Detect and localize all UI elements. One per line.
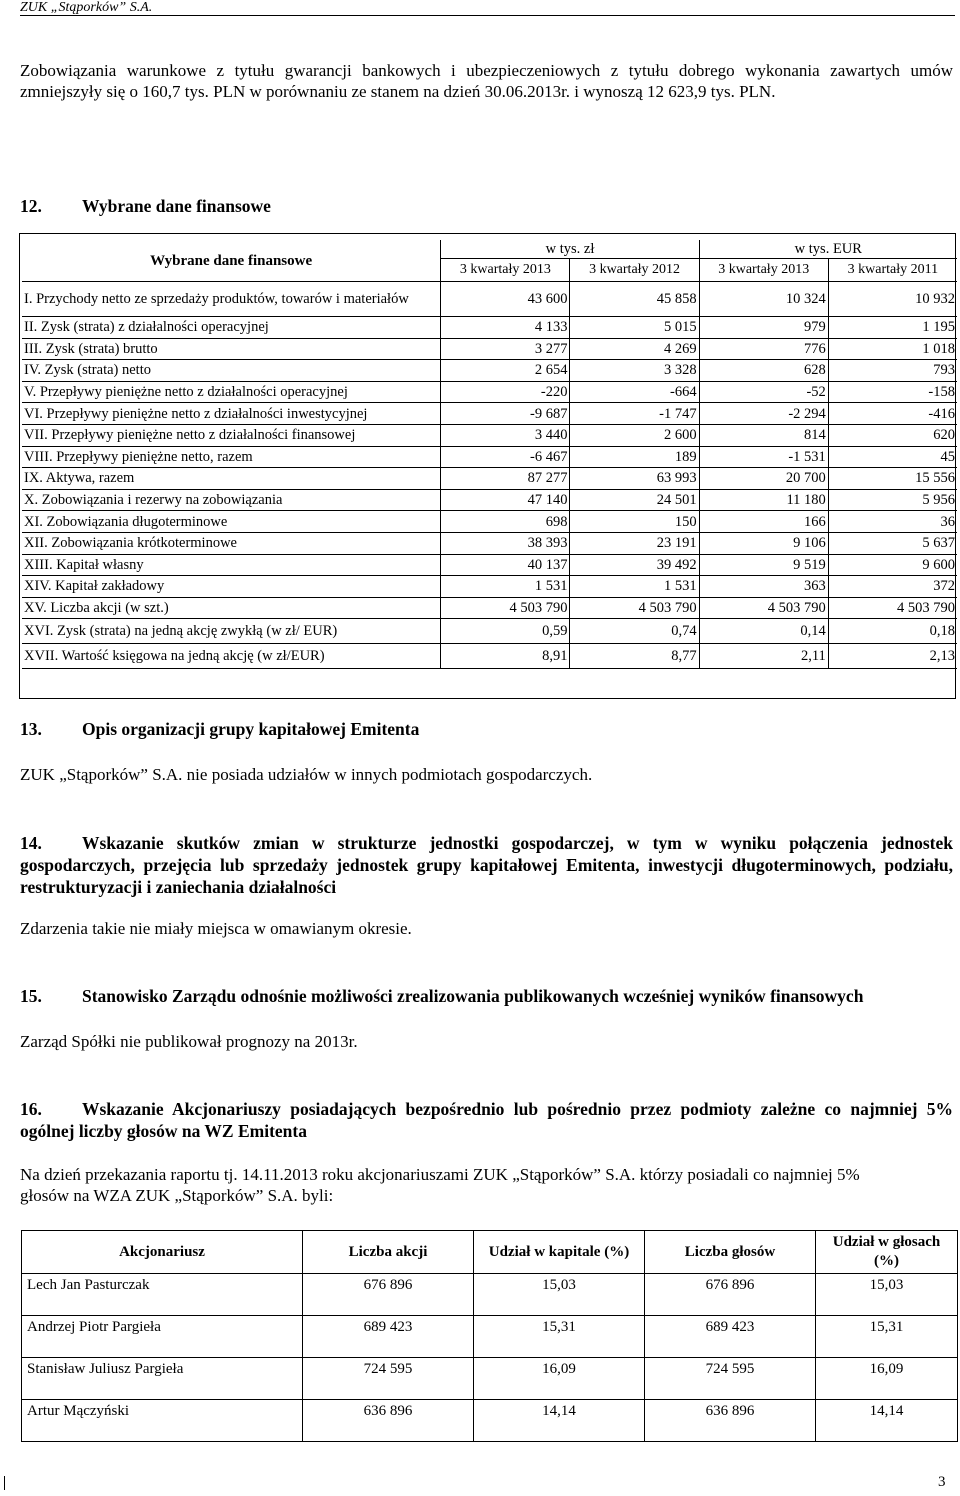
- row-value: -2 294: [699, 403, 828, 425]
- row-value: 43 600: [441, 282, 570, 317]
- row-value: 0,74: [570, 619, 699, 644]
- row-value: 4 503 790: [699, 597, 828, 619]
- period-header: 3 kwartały 2013: [699, 259, 828, 282]
- table-row: [22, 468, 957, 490]
- row-value: 9 519: [699, 554, 828, 576]
- row-value: 2,11: [699, 644, 828, 669]
- row-value: 8,77: [570, 644, 699, 669]
- unit-eur: w tys. EUR: [699, 240, 957, 259]
- row-label: VII. Przepływy pieniężne netto z działalności finansowej: [22, 424, 441, 446]
- row-value: 47 140: [441, 489, 570, 511]
- unit-pln: w tys. zł: [441, 240, 699, 259]
- shareholders-table: [21, 1230, 958, 1442]
- row-value: 39 492: [570, 554, 699, 576]
- row-value: 2,13: [828, 644, 957, 669]
- table-row: [22, 554, 957, 576]
- section-16-heading: [20, 1098, 953, 1142]
- section-number: 13.: [20, 719, 42, 739]
- row-value: 150: [570, 511, 699, 533]
- row-value: 814: [699, 424, 828, 446]
- row-label: II. Zysk (strata) z działalności operacyjnej: [22, 317, 441, 339]
- column-header: Akcjonariusz: [22, 1231, 303, 1274]
- page-number: 3: [938, 1474, 946, 1490]
- row-value: 87 277: [441, 468, 570, 490]
- table-row: [22, 576, 957, 598]
- cell-value: 15,31: [474, 1316, 645, 1358]
- row-value: -664: [570, 381, 699, 403]
- row-value: 3 440: [441, 424, 570, 446]
- row-label: XIV. Kapitał zakładowy: [22, 576, 441, 598]
- table-row: [22, 619, 957, 644]
- table-header-row: [22, 240, 957, 259]
- row-value: 40 137: [441, 554, 570, 576]
- row-value: 38 393: [441, 532, 570, 554]
- row-value: 9 106: [699, 532, 828, 554]
- cell-value: 676 896: [303, 1274, 474, 1316]
- table-row: [22, 381, 957, 403]
- cell-value: 636 896: [303, 1400, 474, 1442]
- cell-value: 15,03: [474, 1274, 645, 1316]
- row-value: -1 747: [570, 403, 699, 425]
- table-header-row: [22, 1231, 958, 1274]
- section-title: Opis organizacji grupy kapitałowej Emitenta: [82, 719, 420, 739]
- section-15-heading: [20, 986, 960, 1007]
- period-header: 3 kwartały 2012: [570, 259, 699, 282]
- text-cursor: [4, 1476, 5, 1490]
- row-value: -9 687: [441, 403, 570, 425]
- column-header: Liczba akcji: [303, 1231, 474, 1274]
- column-header: Udział w głosach (%): [816, 1231, 958, 1274]
- period-header: 3 kwartały 2011: [828, 259, 957, 282]
- row-value: 0,18: [828, 619, 957, 644]
- row-value: 0,59: [441, 619, 570, 644]
- row-value: 36: [828, 511, 957, 533]
- row-value: 4 503 790: [828, 597, 957, 619]
- row-value: 3 277: [441, 338, 570, 360]
- table-row: [22, 511, 957, 533]
- row-label: XV. Liczba akcji (w szt.): [22, 597, 441, 619]
- row-label: XI. Zobowiązania długoterminowe: [22, 511, 441, 533]
- section-15-text: Zarząd Spółki nie publikował prognozy na 2013r.: [20, 1032, 358, 1051]
- section-number: 14.: [20, 833, 42, 853]
- table-row: [22, 489, 957, 511]
- row-value: 45: [828, 446, 957, 468]
- row-value: 20 700: [699, 468, 828, 490]
- section-title: Wskazanie Akcjonariuszy posiadających bezpośrednio lub pośrednio przez podmioty zależne co najmniej 5% ogólnej liczby głosów na WZ Emitenta: [20, 1099, 953, 1141]
- section-13-heading: [20, 719, 419, 740]
- row-value: 979: [699, 317, 828, 339]
- cell-value: 676 896: [645, 1274, 816, 1316]
- row-value: 11 180: [699, 489, 828, 511]
- row-value: 8,91: [441, 644, 570, 669]
- cell-value: 16,09: [474, 1358, 645, 1400]
- row-value: 372: [828, 576, 957, 598]
- row-value: 24 501: [570, 489, 699, 511]
- row-label: III. Zysk (strata) brutto: [22, 338, 441, 360]
- row-label: XVII. Wartość księgowa na jedną akcję (w zł/EUR): [22, 644, 441, 669]
- table-row: [22, 317, 957, 339]
- row-value: 166: [699, 511, 828, 533]
- table-title: Wybrane dane finansowe: [22, 240, 441, 282]
- row-label: IX. Aktywa, razem: [22, 468, 441, 490]
- row-value: 1 018: [828, 338, 957, 360]
- cell-value: 724 595: [303, 1358, 474, 1400]
- row-value: 4 503 790: [441, 597, 570, 619]
- table-row: [22, 1274, 958, 1316]
- shareholder-name: Artur Mączyński: [22, 1400, 303, 1442]
- row-value: 2 654: [441, 360, 570, 382]
- shareholder-name: Lech Jan Pasturczak: [22, 1274, 303, 1316]
- table-row: [22, 1358, 958, 1400]
- row-value: 23 191: [570, 532, 699, 554]
- section-number: 15.: [20, 986, 42, 1006]
- row-label: X. Zobowiązania i rezerwy na zobowiązania: [22, 489, 441, 511]
- row-value: 45 858: [570, 282, 699, 317]
- row-value: 1 531: [570, 576, 699, 598]
- row-value: 9 600: [828, 554, 957, 576]
- column-header: Liczba głosów: [645, 1231, 816, 1274]
- row-value: -416: [828, 403, 957, 425]
- shareholder-name: Stanisław Juliusz Pargieła: [22, 1358, 303, 1400]
- table-row: [22, 1400, 958, 1442]
- table-row: [22, 1316, 958, 1358]
- row-label: IV. Zysk (strata) netto: [22, 360, 441, 382]
- cell-value: 689 423: [645, 1316, 816, 1358]
- intro-paragraph: Zobowiązania warunkowe z tytułu gwarancji bankowych i ubezpieczeniowych z tytułu dobrego wykonania zawartych umów zmniejszyły się o 160,7 tys. PLN w porównaniu ze stanem na dzień 30.06.2013r. i wynoszą 12 623,9 tys. PLN.: [20, 61, 953, 101]
- table-row: [22, 424, 957, 446]
- table-row: [22, 403, 957, 425]
- table-row: [22, 282, 957, 317]
- table-row: [22, 338, 957, 360]
- row-value: 628: [699, 360, 828, 382]
- header-divider: [20, 15, 955, 16]
- section-title: Wskazanie skutków zmian w strukturze jednostki gospodarczej, w tym w wyniku połączenia jednostek gospodarczych, przejęcia lub sprzedaży jednostek grupy kapitałowej Emitenta, inwestycji długoterminowych, podziału, restrukturyzacji i zaniechania działalności: [20, 833, 953, 897]
- row-label: XIII. Kapitał własny: [22, 554, 441, 576]
- row-value: 5 015: [570, 317, 699, 339]
- row-value: 793: [828, 360, 957, 382]
- table-row: [22, 597, 957, 619]
- section-14-text: Zdarzenia takie nie miały miejsca w omawianym okresie.: [20, 919, 412, 938]
- row-value: -1 531: [699, 446, 828, 468]
- section-14-heading: [20, 832, 953, 898]
- row-value: -52: [699, 381, 828, 403]
- cell-value: 689 423: [303, 1316, 474, 1358]
- cell-value: 15,31: [816, 1316, 958, 1358]
- row-value: 0,14: [699, 619, 828, 644]
- table-row: [22, 360, 957, 382]
- row-value: 4 269: [570, 338, 699, 360]
- row-label: I. Przychody netto ze sprzedaży produktów, towarów i materiałów: [22, 282, 441, 317]
- row-value: 5 637: [828, 532, 957, 554]
- row-value: 4 503 790: [570, 597, 699, 619]
- row-label: XVI. Zysk (strata) na jedną akcję zwykłą (w zł/ EUR): [22, 619, 441, 644]
- row-value: 1 195: [828, 317, 957, 339]
- row-value: 10 932: [828, 282, 957, 317]
- row-value: 4 133: [441, 317, 570, 339]
- table-row: [22, 446, 957, 468]
- period-header: 3 kwartały 2013: [441, 259, 570, 282]
- row-label: VIII. Przepływy pieniężne netto, razem: [22, 446, 441, 468]
- row-value: -158: [828, 381, 957, 403]
- row-value: -6 467: [441, 446, 570, 468]
- financial-data-table: [22, 240, 957, 669]
- row-value: 15 556: [828, 468, 957, 490]
- cell-value: 14,14: [474, 1400, 645, 1442]
- section-title: Stanowisko Zarządu odnośnie możliwości zrealizowania publikowanych wcześniej wyników finansowych: [82, 986, 864, 1006]
- row-label: V. Przepływy pieniężne netto z działalności operacyjnej: [22, 381, 441, 403]
- row-value: 698: [441, 511, 570, 533]
- row-value: 63 993: [570, 468, 699, 490]
- row-value: 2 600: [570, 424, 699, 446]
- cell-value: 636 896: [645, 1400, 816, 1442]
- row-value: 189: [570, 446, 699, 468]
- shareholder-name: Andrzej Piotr Pargieła: [22, 1316, 303, 1358]
- row-value: 620: [828, 424, 957, 446]
- row-value: 3 328: [570, 360, 699, 382]
- cell-value: 16,09: [816, 1358, 958, 1400]
- section-16-text: Na dzień przekazania raportu tj. 14.11.2013 roku akcjonariuszami ZUK „Stąporków” S.A. którzy posiadali co najmniej 5% głosów na WZA ZUK „Stąporków” S.A. byli:: [20, 1165, 860, 1205]
- section-12-heading: [20, 196, 271, 217]
- row-label: VI. Przepływy pieniężne netto z działalności inwestycyjnej: [22, 403, 441, 425]
- row-value: -220: [441, 381, 570, 403]
- table-row: [22, 532, 957, 554]
- section-13-text: ZUK „Stąporków” S.A. nie posiada udziałów w innych podmiotach gospodarczych.: [20, 765, 593, 784]
- row-value: 1 531: [441, 576, 570, 598]
- section-number: 12.: [20, 196, 42, 216]
- section-title: Wybrane dane finansowe: [82, 196, 271, 216]
- row-value: 10 324: [699, 282, 828, 317]
- cell-value: 15,03: [816, 1274, 958, 1316]
- row-value: 776: [699, 338, 828, 360]
- section-number: 16.: [20, 1099, 42, 1119]
- row-label: XII. Zobowiązania krótkoterminowe: [22, 532, 441, 554]
- row-value: 363: [699, 576, 828, 598]
- row-value: 5 956: [828, 489, 957, 511]
- document-header: ZUK „Stąporków” S.A.: [20, 0, 153, 15]
- cell-value: 724 595: [645, 1358, 816, 1400]
- table-row: [22, 644, 957, 669]
- cell-value: 14,14: [816, 1400, 958, 1442]
- column-header: Udział w kapitale (%): [474, 1231, 645, 1274]
